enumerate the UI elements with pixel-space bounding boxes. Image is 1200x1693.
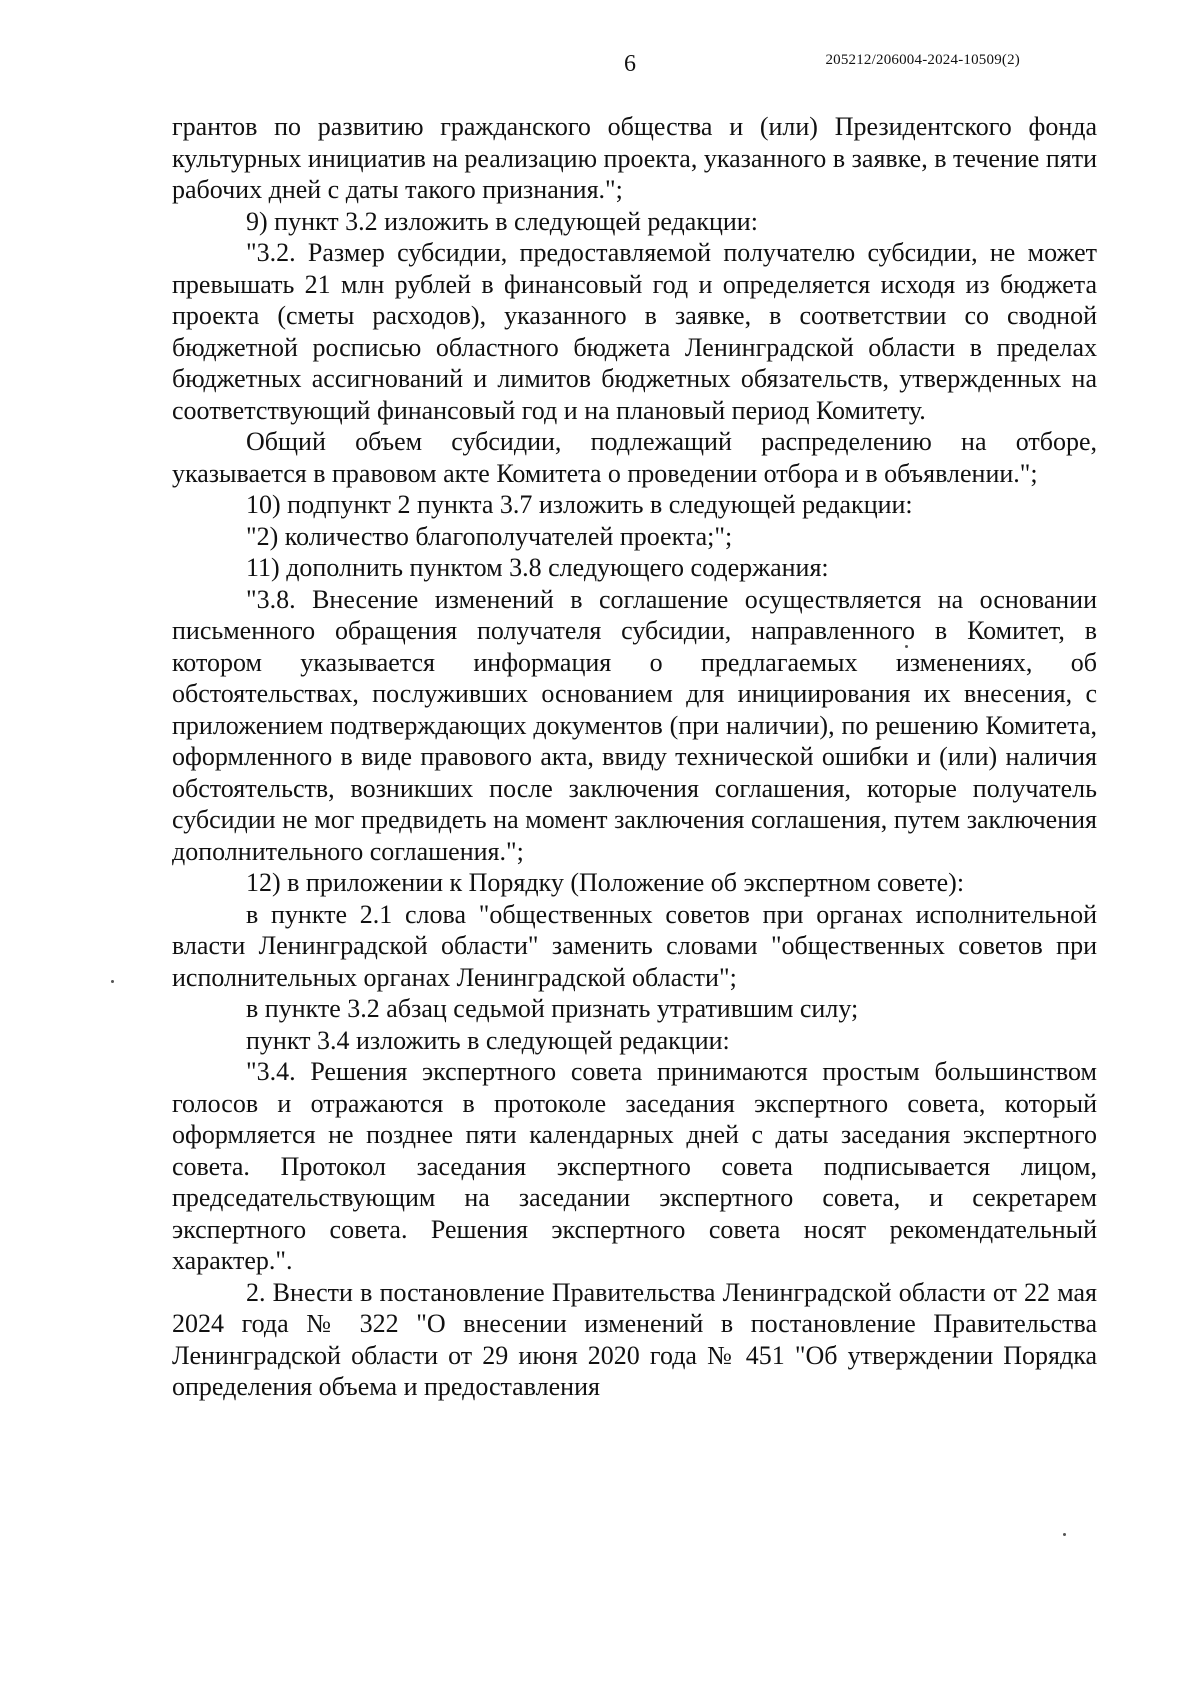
paragraph: 12) в приложении к Порядку (Положение об экспертном совете): [246, 868, 965, 897]
paragraph: в пункте 3.2 абзац седьмой признать утратившим силу; [246, 994, 859, 1023]
paragraph: "3.2. Размер субсидии, предоставляемой получателю субсидии, не может превышать 21 млн рублей в финансовый год и определяется исходя из бюджета проекта (сметы расходов), указанного в заявке, в соответствии со сводной бюджетной росписью областного бюджета Ленинградской области в пределах бюджетных ассигнований и лимитов бюджетных обязательств, утвержденных на соответствующий финансовый год и на плановый период Комитету. [172, 238, 1097, 425]
paragraph: в пункте 2.1 слова "общественных советов при органах исполнительной власти Ленинградской области" заменить словами "общественных советов при исполнительных органах Ленинградской области"; [172, 899, 1097, 992]
paragraph: 10) подпункт 2 пункта 3.7 изложить в следующей редакции: [246, 490, 913, 519]
scan-artifact-dot [905, 645, 908, 648]
scan-artifact-dot [1063, 1533, 1066, 1536]
paragraph: 2. Внести в постановление Правительства Ленинградской области от 22 мая 2024 года № 322 "О внесении изменений в постановление Правительства Ленинградской области от 29 июня 2020 года № 451 "Об утверждении Порядка определения объема и предоставления [172, 1277, 1097, 1401]
scan-artifact-dot [111, 980, 114, 983]
document-body [172, 111, 1097, 1403]
paragraph: грантов по развитию гражданского общества и (или) Президентского фонда культурных инициатив на реализацию проекта, указанного в заявке, в течение пяти рабочих дней с даты такого признания."; [172, 112, 1097, 204]
paragraph: "3.4. Решения экспертного совета принимаются простым большинством голосов и отражаются в протоколе заседания экспертного совета, который оформляется не позднее пяти календарных дней с даты заседания экспертного совета. Протокол заседания экспертного совета подписывается лицом, председательствующим на заседании экспертного совета, и секретарем экспертного совета. Решения экспертного совета носят рекомендательный характер.". [172, 1057, 1097, 1275]
paragraph: 9) пункт 3.2 изложить в следующей редакции: [246, 206, 758, 236]
page-number: 6 [624, 51, 636, 77]
paragraph: 11) дополнить пунктом 3.8 следующего содержания: [246, 553, 829, 582]
paragraph: "3.8. Внесение изменений в соглашение осуществляется на основании письменного обращения получателя субсидии, направленного в Комитет, в котором указывается информация о предлагаемых изменениях, об обстоятельствах, послуживших основанием для инициирования их внесения, с приложением подтверждающих документов (при наличии), по решению Комитета, оформленного в виде правового акта, ввиду технической ошибки и (или) наличия обстоятельств, возникших после заключения соглашения, которые получатель субсидии не мог предвидеть на момент заключения соглашения, путем заключения дополнительного соглашения."; [172, 584, 1097, 866]
paragraph: пункт 3.4 изложить в следующей редакции: [246, 1025, 730, 1055]
paragraph: "2) количество благополучателей проекта;"; [246, 521, 733, 551]
paragraph: Общий объем субсидии, подлежащий распределению на отборе, указывается в правовом акте Комитета о проведении отбора и в объявлении."; [172, 427, 1097, 488]
document-code: 205212/206004-2024-10509(2) [825, 52, 1020, 68]
